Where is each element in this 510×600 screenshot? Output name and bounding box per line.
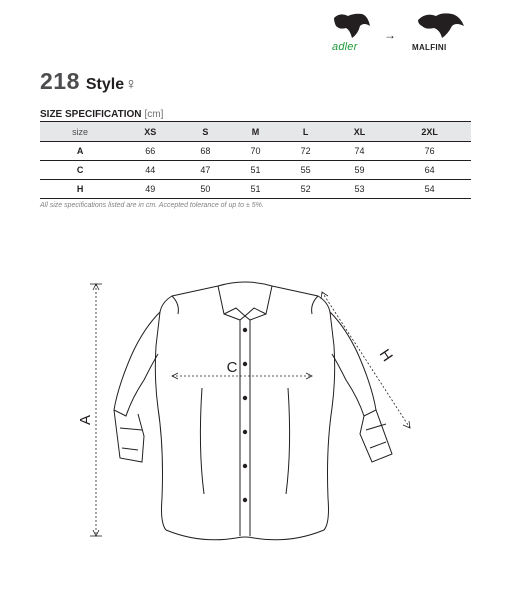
table-cell: 49 (120, 180, 180, 199)
left-shoulder (156, 286, 218, 346)
table-row (40, 142, 471, 161)
table-cell: 55 (281, 161, 331, 180)
table-cell: 51 (230, 161, 280, 180)
column-header: XL (331, 122, 389, 142)
hem (166, 530, 324, 540)
table-cell: 59 (331, 161, 389, 180)
female-icon: ♀ (125, 76, 138, 93)
table-cell: 72 (281, 142, 331, 161)
table-cell: 54 (388, 180, 471, 199)
product-title (40, 68, 137, 95)
left-cuff-line (120, 428, 142, 430)
column-header: L (281, 122, 331, 142)
table-row (40, 180, 471, 199)
dimension-c (172, 373, 312, 379)
row-label: A (40, 142, 120, 161)
table-cell: 52 (281, 180, 331, 199)
dimension-a-label: A (77, 414, 94, 426)
row-label: H (40, 180, 120, 199)
table-row (40, 161, 471, 180)
size-spec-title: SIZE SPECIFICATION (40, 109, 142, 120)
adler-bat-icon (334, 14, 370, 38)
column-header: M (230, 122, 280, 142)
column-header: S (180, 122, 230, 142)
table-cell: 64 (388, 161, 471, 180)
right-shoulder (272, 286, 334, 346)
style-label: Style (85, 76, 125, 93)
table-cell: 70 (230, 142, 280, 161)
button-icon (243, 498, 247, 502)
malfini-bat-icon (418, 13, 464, 38)
button-icon (243, 430, 247, 434)
left-side-seam (155, 346, 166, 530)
malfini-logo-text: MALFINI (412, 43, 447, 52)
size-table (40, 121, 471, 199)
button-icon (243, 396, 247, 400)
row-label: C (40, 161, 120, 180)
adler-logo-text: adler (332, 41, 358, 53)
size-table-header-row (40, 122, 471, 142)
column-header: size (40, 122, 120, 142)
table-cell: 44 (120, 161, 180, 180)
buttons (243, 328, 247, 502)
size-spec-unit: [cm] (144, 109, 164, 120)
brand-logos (328, 8, 488, 56)
left-sleeve (114, 312, 160, 416)
column-header: XS (120, 122, 180, 142)
collar (218, 286, 272, 320)
button-icon (243, 328, 247, 332)
table-cell: 66 (120, 142, 180, 161)
dimension-c-label: C (226, 359, 238, 376)
dimension-a (90, 284, 102, 536)
tolerance-note: All size specifications listed are in cm. Accepted tolerance of up to ± 5%. (40, 202, 264, 209)
table-cell: 76 (388, 142, 471, 161)
right-cuff-area (360, 410, 392, 462)
left-dart (200, 388, 204, 494)
left-cuff-area (114, 410, 144, 462)
button-icon (243, 464, 247, 468)
product-number: 218 (40, 68, 80, 94)
right-sleeve (330, 312, 376, 416)
collar-top (218, 282, 272, 286)
right-dart (286, 388, 290, 494)
right-cuff-placket (370, 442, 386, 448)
right-side-seam (324, 346, 335, 530)
size-spec-heading (40, 109, 163, 120)
left-yoke (172, 296, 178, 314)
table-cell: 51 (230, 180, 280, 199)
table-cell: 47 (180, 161, 230, 180)
right-yoke (312, 296, 318, 314)
arrow-icon: → (384, 28, 396, 42)
dimension-h-label: H (375, 346, 396, 365)
button-icon (243, 362, 247, 366)
left-cuff-placket (122, 448, 138, 450)
shirt-outline (114, 282, 392, 540)
table-cell: 74 (331, 142, 389, 161)
shirt-diagram (60, 268, 460, 590)
column-header: 2XL (388, 122, 471, 142)
table-cell: 68 (180, 142, 230, 161)
table-cell: 53 (331, 180, 389, 199)
table-cell: 50 (180, 180, 230, 199)
